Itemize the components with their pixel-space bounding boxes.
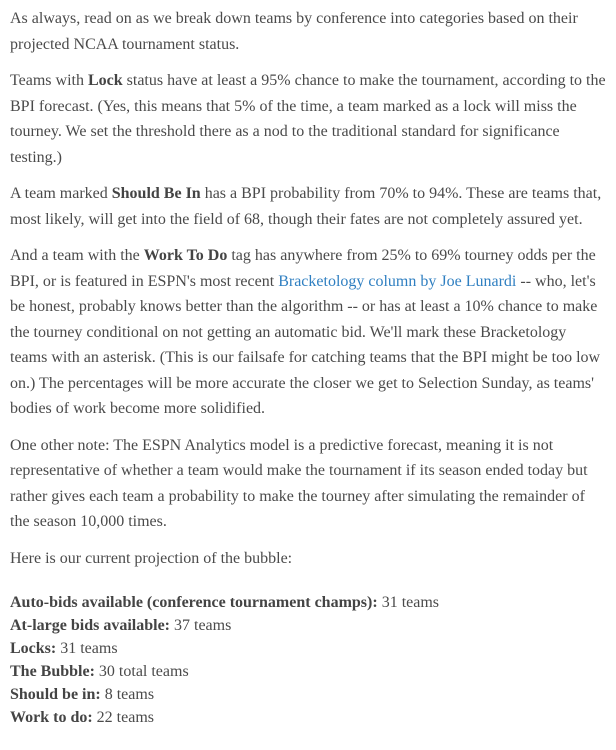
stat-value: 30 total teams [98,663,189,680]
stat-line [10,683,607,706]
bold-term: Lock [87,72,123,89]
paragraph [10,68,607,170]
stat-label: Locks: [10,640,57,657]
stat-label: Work to do: [10,709,93,726]
stat-label: Auto-bids available (conference tournament champs): [10,594,378,611]
text-run: -- who, let's be honest, probably knows better than the algorithm -- or has at least a 10% chance to make the tourney conditional on not getting an automatic bid. We'll mark these Bracketology teams with an asterisk. (This is our failsafe for catching teams that the BPI might be too low on.) The percentages will be more accurate the closer we get to Selection Sunday, as teams' bodies of work become more solidified. [10,272,601,417]
stat-label: The Bubble: [10,663,95,680]
stat-label: Should be in: [10,686,101,703]
bold-term: Work To Do [143,247,228,264]
article-body [10,6,607,729]
text-run: Here is our current projection of the bubble: [10,549,293,567]
stat-line [10,591,607,614]
text-run: One other note: The ESPN Analytics model is a predictive forecast, meaning it is not representative of whether a team would make the tournament if its season ended today but rather gives each team a probability to make the tourney after simulating the remainder of the season 10,000 times. [10,436,588,530]
text-run: has a BPI probability from 70% to 94%. These are teams that, most likely, will get into the field of 68, though their fates are not completely assured yet. [10,185,602,228]
paragraph [10,433,607,535]
stat-label: At-large bids available: [10,617,170,634]
stat-value: 22 teams [96,709,154,726]
stat-value: 8 teams [104,686,155,703]
bubble-stats [10,591,607,729]
bracketology-link[interactable]: Bracketology column by Joe Lunardi [278,272,517,290]
text-run: A team marked [10,185,112,202]
text-run: As always, read on as we break down teams by conference into categories based on their projected NCAA tournament status. [10,10,578,53]
text-run: Teams with [10,72,88,89]
paragraph [10,6,607,57]
stat-line [10,614,607,637]
bold-term: Should Be In [111,185,201,202]
paragraph [10,243,607,422]
stat-value: 31 teams [381,594,440,611]
paragraphs-container [10,6,607,571]
stat-line [10,637,607,660]
stat-line [10,706,607,729]
stat-value: 37 teams [174,617,232,634]
text-run: status have at least a 95% chance to make the tournament, according to the BPI forecast. (Yes, this means that 5% of the time, a team marked as a lock will miss the tourney. We set the threshold there as a nod to the traditional standard for significance testing.) [10,72,606,166]
paragraph [10,546,607,572]
paragraph [10,181,607,232]
stat-line [10,660,607,683]
text-run: And a team with the [10,247,144,264]
text-run: tag has anywhere from 25% to 69% tourney odds per the BPI, or is featured in ESPN's most recent [10,247,596,290]
stat-value: 31 teams [60,640,118,657]
